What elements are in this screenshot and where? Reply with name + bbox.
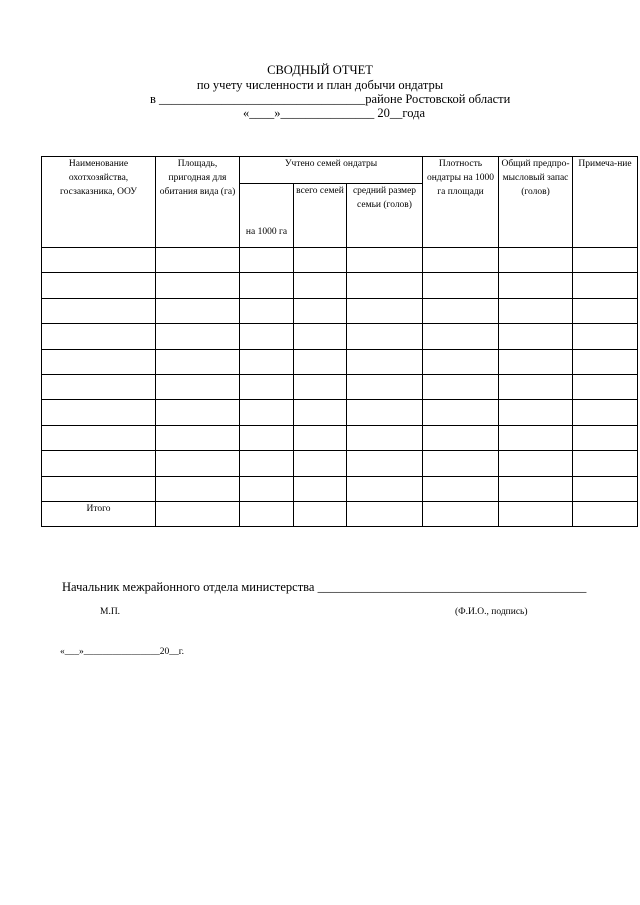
col-header-avg-family: средний размер семьи (голов) bbox=[347, 184, 423, 248]
table-row bbox=[42, 451, 638, 476]
col-header-note: Примеча-ние bbox=[573, 157, 638, 248]
report-subtitle: по учету численности и план добычи ондатры bbox=[196, 78, 444, 92]
col-header-counted-families: Учтено семей ондатры bbox=[240, 157, 423, 184]
table-row bbox=[42, 476, 638, 501]
col-header-stock: Общий предпро-мысловый запас (голов) bbox=[499, 157, 573, 248]
total-label: Итого bbox=[42, 501, 156, 526]
col-header-total-families: всего семей bbox=[294, 184, 347, 248]
signature-line: Начальник межрайонного отдела министерства ___________________________________________ bbox=[62, 580, 587, 594]
col-header-area: Площадь, пригодная для обитания вида (га) bbox=[156, 157, 240, 248]
table-row bbox=[42, 248, 638, 273]
table-row bbox=[42, 273, 638, 298]
col-header-density: Плотность ондатры на 1000 га площади bbox=[423, 157, 499, 248]
col-header-per-1000: на 1000 га bbox=[240, 184, 294, 248]
col-header-name: Наименование охотхозяйства, госзаказника, ООУ bbox=[42, 157, 156, 248]
footer-date-line: «___»________________20__г. bbox=[60, 647, 184, 657]
total-row bbox=[42, 501, 638, 526]
table-row bbox=[42, 324, 638, 349]
table-row bbox=[42, 400, 638, 425]
stamp-label: М.П. bbox=[100, 607, 121, 617]
date-line-header: «____»_______________ 20__года bbox=[243, 106, 425, 120]
report-title: СВОДНЫЙ ОТЧЕТ bbox=[267, 63, 373, 77]
report-table bbox=[41, 156, 638, 527]
table-row bbox=[42, 298, 638, 323]
region-line: в _________________________________районе Ростовской области bbox=[150, 92, 511, 106]
fio-signature-label: (Ф.И.О., подпись) bbox=[455, 607, 528, 617]
table-row bbox=[42, 425, 638, 450]
table-row bbox=[42, 349, 638, 374]
table-row bbox=[42, 374, 638, 399]
